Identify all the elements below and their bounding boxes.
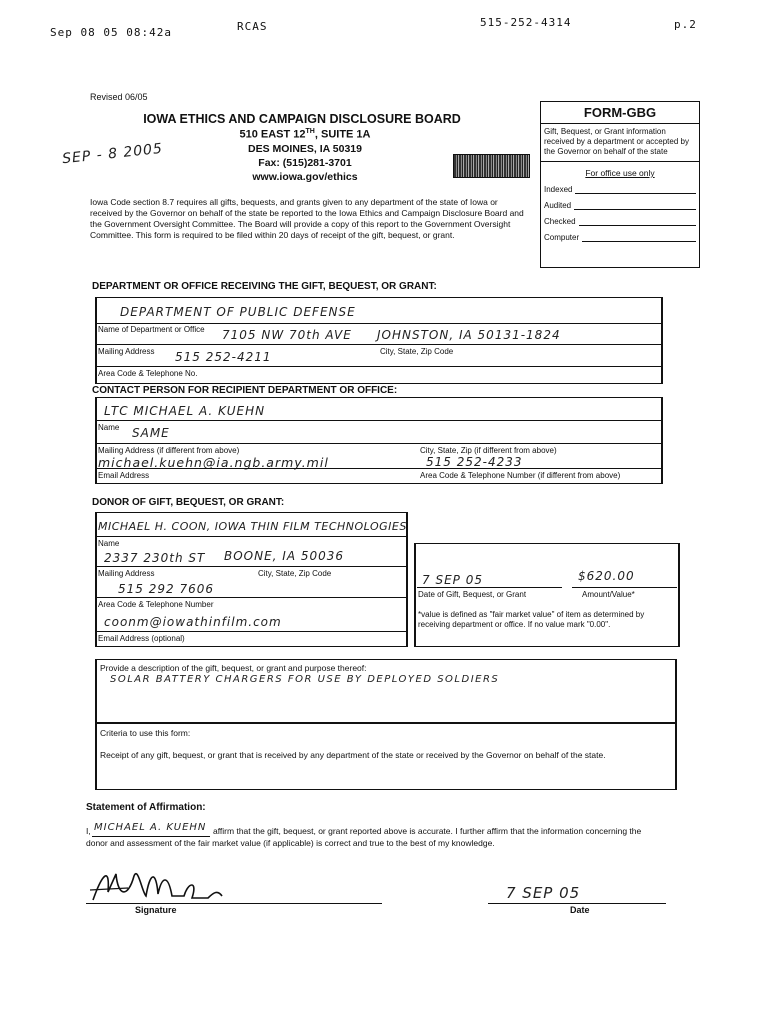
contact-mailing-value[interactable]: SAME (132, 426, 170, 440)
criteria-label: Criteria to use this form: (100, 728, 191, 738)
donor-email-value[interactable]: coonm@iowathinfilm.com (104, 615, 282, 629)
affirmation-text-2: donor and assessment of the fair market value (if applicable) is correct and true to the best of my knowledge. (86, 838, 495, 848)
donor-city-value[interactable]: BOONE, IA 50036 (224, 549, 345, 563)
contact-name-value[interactable]: LTC MICHAEL A. KUEHN (104, 404, 266, 418)
office-field-audited: Audited (544, 194, 696, 210)
contact-section-heading: CONTACT PERSON FOR RECIPIENT DEPARTMENT OR OFFICE: (92, 385, 398, 396)
dept-name-label: Name of Department or Office (98, 325, 205, 334)
affirmation-date-value[interactable]: 7 SEP 05 (506, 884, 581, 902)
intro-text: Iowa Code section 8.7 requires all gifts, bequests, and grants given to any department of the state of Iowa or received by the Governor on behalf of the state be reported to the Iowa Ethics and Campaign Disclosure Board and the Government Oversight Committee. The Board will provide a copy of this report to the Government Oversight Committee. This form is required to be filed within 20 days of receipt of the gift, bequest, or grant. (90, 197, 524, 240)
gift-amount-value[interactable]: $620.00 (578, 569, 635, 583)
revised-date: Revised 06/05 (90, 92, 148, 102)
dept-phone-label: Area Code & Telephone No. (98, 369, 198, 378)
form-description: Gift, Bequest, or Grant information received by a department or accepted by the Governor on behalf of the state (544, 127, 689, 156)
description-prompt: Provide a description of the gift, bequest, or grant and purpose thereof: (100, 663, 367, 673)
gift-date-value[interactable]: 7 SEP 05 (422, 573, 483, 587)
form-code: FORM-GBG (583, 105, 657, 120)
affirmation-heading: Statement of Affirmation: (86, 802, 206, 813)
contact-email-value[interactable]: michael.kuehn@ia.ngb.army.mil (98, 455, 329, 470)
gift-date-label: Date of Gift, Bequest, or Grant (418, 590, 527, 599)
dept-city-value[interactable]: JOHNSTON, IA 50131-1824 (377, 328, 561, 342)
board-title: IOWA ETHICS AND CAMPAIGN DISCLOSURE BOARD (143, 112, 461, 126)
donor-city-label: City, State, Zip Code (258, 569, 332, 578)
office-field-checked: Checked (544, 210, 696, 226)
affirmation-date-label: Date (570, 905, 590, 915)
donor-name-label: Name (98, 539, 120, 548)
fax-page: p.2 (674, 18, 697, 31)
contact-email-label: Email Address (98, 471, 150, 480)
fax-phone: 515-252-4314 (480, 16, 572, 29)
criteria-text: Receipt of any gift, bequest, or grant that is received by any department of the state or received by the Governor on behalf of the state. (100, 750, 606, 760)
form-info-box (540, 101, 700, 268)
scanner-label-block (453, 154, 530, 178)
affirmation-name-value[interactable]: MICHAEL A. KUEHN (94, 822, 207, 833)
contact-phone-value[interactable]: 515 252-4233 (426, 455, 523, 469)
office-use-heading: For office use only (585, 168, 655, 178)
contact-name-label: Name (98, 423, 120, 432)
received-stamp: SEP - 8 2005 (61, 140, 164, 168)
office-field-computer: Computer (544, 226, 696, 242)
donor-mailing-label: Mailing Address (98, 569, 155, 578)
board-city: DES MOINES, IA 50319 (248, 143, 362, 155)
donor-section-heading: DONOR OF GIFT, BEQUEST, OR GRANT: (92, 497, 285, 508)
donor-email-label: Email Address (optional) (98, 634, 185, 643)
dept-section-heading: DEPARTMENT OR OFFICE RECEIVING THE GIFT, BEQUEST, OR GRANT: (92, 281, 437, 292)
signature-scribble[interactable] (88, 862, 238, 907)
dept-mailing-label: Mailing Address (98, 347, 155, 356)
contact-mailing-label: Mailing Address (if different from above) (98, 446, 240, 455)
affirmation-text-1: affirm that the gift, bequest, or grant reported above is accurate. I further affirm that the information concerning the (213, 826, 642, 836)
dept-phone-value[interactable]: 515 252-4211 (175, 350, 272, 364)
donor-phone-value[interactable]: 515 292 7606 (118, 582, 214, 596)
contact-city-label: City, State, Zip (if different from above) (420, 446, 557, 455)
contact-phone-label: Area Code & Telephone Number (if different from above) (420, 471, 621, 480)
board-address: 510 EAST 12TH, SUITE 1A (239, 128, 371, 141)
description-value[interactable]: SOLAR BATTERY CHARGERS FOR USE BY DEPLOYED SOLDIERS (110, 674, 500, 685)
office-field-indexed: Indexed (544, 178, 696, 194)
value-definition-note: *value is defined as "fair market value" of item as determined by receiving department or office. If no value mark "0.00". (418, 610, 645, 629)
fax-date: Sep 08 05 08:42a (50, 26, 172, 39)
board-fax: Fax: (515)281-3701 (258, 157, 352, 169)
donor-name-value[interactable]: MICHAEL H. COON, IOWA THIN FILM TECHNOLOGIES (98, 520, 407, 533)
signature-label: Signature (135, 905, 177, 915)
dept-mailing-value[interactable]: 7105 NW 70th AVE (222, 328, 352, 342)
donor-phone-label: Area Code & Telephone Number (98, 600, 214, 609)
affirmation-prefix: I, (86, 826, 91, 836)
dept-city-label: City, State, Zip Code (380, 347, 454, 356)
gift-amount-label: Amount/Value* (582, 590, 635, 599)
board-website[interactable]: www.iowa.gov/ethics (252, 171, 358, 183)
fax-sender: RCAS (237, 20, 268, 33)
donor-mailing-value[interactable]: 2337 230th ST (104, 551, 206, 565)
dept-name-value[interactable]: DEPARTMENT OF PUBLIC DEFENSE (120, 305, 356, 319)
